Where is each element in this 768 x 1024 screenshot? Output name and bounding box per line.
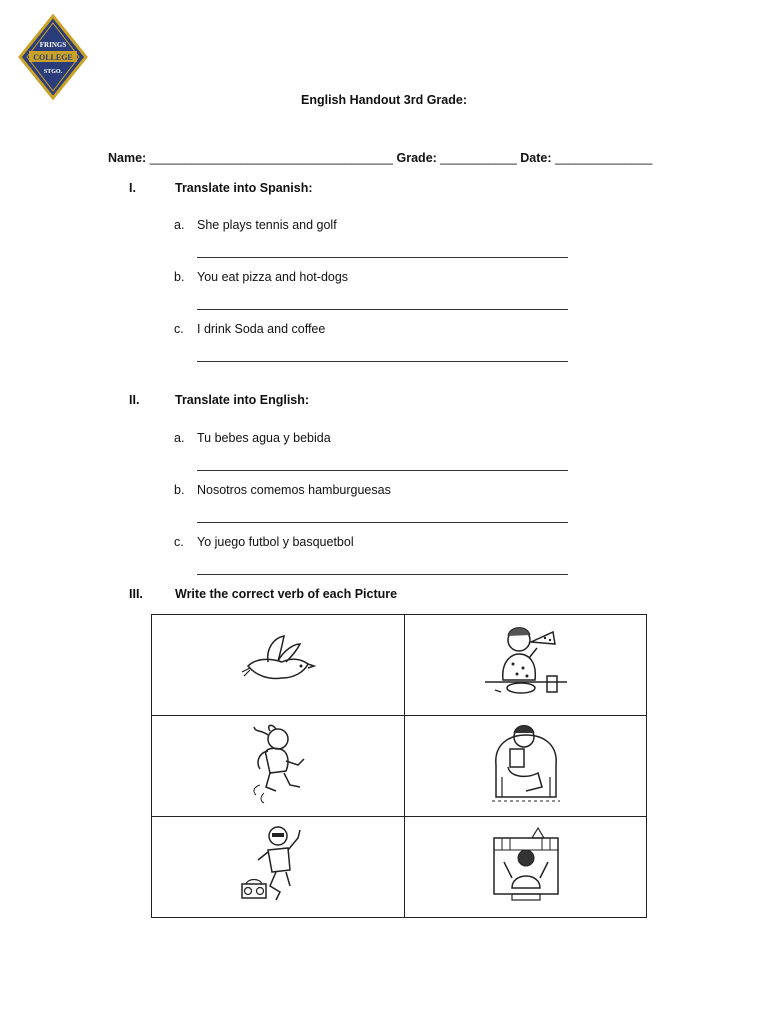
logo-text-3: STGO. (43, 69, 63, 75)
section-1-item-c-letter: c. (174, 322, 184, 336)
section-1-item-a-answer-line[interactable] (197, 257, 568, 258)
student-info-line (108, 151, 652, 165)
section-1-number: I. (129, 181, 136, 195)
name-label: Name: (108, 151, 147, 165)
section-1-item-c-answer-line[interactable] (197, 361, 568, 362)
section-2-number: II. (129, 393, 140, 407)
flying-bird-icon (238, 628, 318, 703)
grade-label: Grade: (396, 151, 437, 165)
section-2-item-c-answer-line[interactable] (197, 574, 568, 575)
picture-grid (151, 614, 647, 918)
boy-dancing-icon (238, 822, 318, 913)
girl-jumping-icon (238, 721, 318, 812)
name-blank[interactable]: ___________________________________ (149, 151, 394, 165)
girl-reading-icon (486, 721, 566, 812)
section-1-title: Translate into Spanish: (175, 181, 313, 195)
document-title: English Handout 3rd Grade: (301, 93, 467, 107)
section-3-title: Write the correct verb of each Picture (175, 587, 398, 601)
section-3-number: III. (129, 587, 143, 601)
picture-cell[interactable] (405, 615, 647, 716)
section-2-item-a-answer-line[interactable] (197, 470, 568, 471)
school-logo (18, 14, 88, 100)
section-1-item-c-text: I drink Soda and coffee (197, 322, 326, 336)
section-1-item-b-letter: b. (174, 270, 185, 284)
date-label: Date: (520, 151, 552, 165)
logo-text-1: FRINGS (39, 41, 67, 49)
girl-eating-pizza-icon (481, 620, 571, 711)
section-2-item-a-letter: a. (174, 431, 185, 445)
person-playing-piano-icon (486, 822, 566, 913)
grade-blank[interactable]: ___________ (440, 151, 517, 165)
section-2-title: Translate into English: (175, 393, 310, 407)
section-2-item-c-letter: c. (174, 535, 184, 549)
logo-text-2: COLLEGE (33, 53, 73, 62)
picture-cell[interactable] (152, 716, 405, 817)
section-2-item-c-text: Yo juego futbol y basquetbol (197, 535, 354, 549)
section-2-item-b-answer-line[interactable] (197, 522, 568, 523)
section-1-item-a-text: She plays tennis and golf (197, 218, 337, 232)
section-1-item-b-text: You eat pizza and hot-dogs (197, 270, 349, 284)
picture-cell[interactable] (152, 615, 405, 716)
section-2-item-b-letter: b. (174, 483, 185, 497)
picture-cell[interactable] (405, 716, 647, 817)
section-1-item-a-letter: a. (174, 218, 185, 232)
section-2-item-a-text: Tu bebes agua y bebida (197, 431, 331, 445)
section-2-item-b-text: Nosotros comemos hamburguesas (197, 483, 391, 497)
picture-cell[interactable] (405, 817, 647, 918)
picture-cell[interactable] (152, 817, 405, 918)
section-1-item-b-answer-line[interactable] (197, 309, 568, 310)
date-blank[interactable]: ______________ (555, 151, 653, 165)
